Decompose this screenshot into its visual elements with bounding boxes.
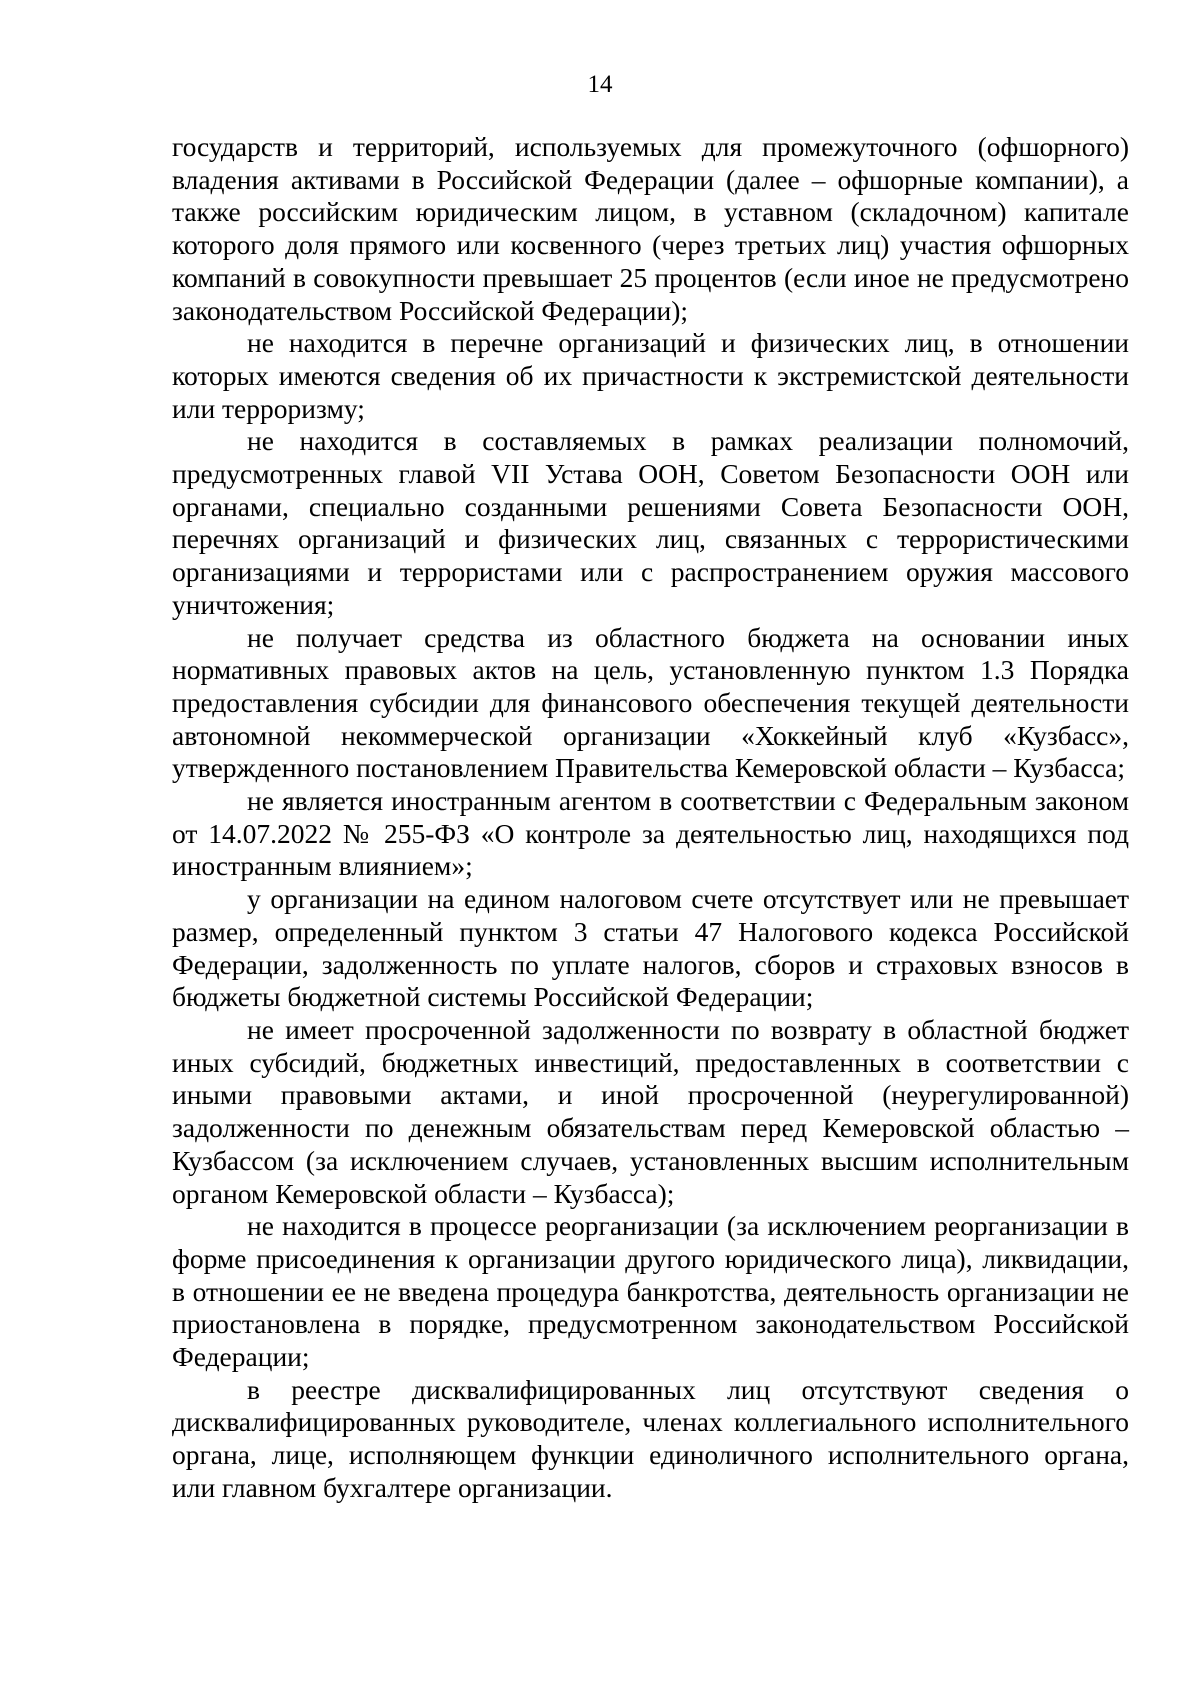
paragraph-tax-account: у организации на едином налоговом счете отсутствует или не превышает размер, определенный пунктом 3 статьи 47 Налогового кодекса Российской Федерации, задолженность по уплате налогов, сборов и страховых взносов в бюджеты бюджетной системы Российской Федерации;: [172, 883, 1129, 1013]
page-number: 14: [587, 71, 613, 98]
paragraph-un-security-council-lists: не находится в составляемых в рамках реализации полномочий, предусмотренных главой VII Устава ООН, Советом Безопасности ООН или органами, специально созданными решениями Совета Безопасности ООН, перечнях организаций и физических лиц, связанных с террористическими организациями и террористами или с распространением оружия массового уничтожения;: [172, 425, 1129, 620]
paragraph-disqualified-persons: в реестре дисквалифицированных лиц отсутствуют сведения о дисквалифицированных руководителе, членах коллегиального исполнительного органа, лице, исполняющем функции единоличного исполнительного органа, или главном бухгалтере организации.: [172, 1373, 1129, 1503]
paragraph-offshore-companies: государств и территорий, используемых для промежуточного (офшорного) владения активами в Российской Федерации (далее – офшорные компании), а также российским юридическим лицом, в уставном (складочном) капитале которого доля прямого или косвенного (через третьих лиц) участия офшорных компаний в совокупности превышает 25 процентов (если иное не предусмотрено законодательством Российской Федерации);: [172, 131, 1129, 326]
paragraph-overdue-debt: не имеет просроченной задолженности по возврату в областной бюджет иных субсидий, бюджетных инвестиций, предоставленных в соответствии с иными правовыми актами, и иной просроченной (неурегулированной) задолженности по денежным обязательствам перед Кемеровской областью – Кузбассом (за исключением случаев, установленных высшим исполнительным органом Кемеровской области – Кузбасса);: [172, 1013, 1129, 1209]
document-body: [172, 131, 1129, 1505]
paragraph-reorganization: не находится в процессе реорганизации (за исключением реорганизации в форме присоединения к организации другого юридического лица), ликвидации, в отношении ее не введена процедура банкротства, деятельность организации не приостановлена в порядке, предусмотренном законодательством Российской Федерации;: [172, 1210, 1129, 1373]
paragraph-foreign-agent: не является иностранным агентом в соответствии с Федеральным законом от 14.07.2022 № 255-ФЗ «О контроле за деятельностью лиц, находящихся под иностранным влиянием»;: [172, 785, 1129, 882]
paragraph-extremism-list: не находится в перечне организаций и физических лиц, в отношении которых имеются сведения об их причастности к экстремистской деятельности или терроризму;: [172, 327, 1129, 424]
paragraph-regional-budget-funds: не получает средства из областного бюджета на основании иных нормативных правовых актов на цель, установленную пунктом 1.3 Порядка предоставления субсидии для финансового обеспечения текущей деятельности автономной некоммерческой организации «Хоккейный клуб «Кузбасс», утвержденного постановлением Правительства Кемеровской области – Кузбасса;: [172, 621, 1129, 784]
